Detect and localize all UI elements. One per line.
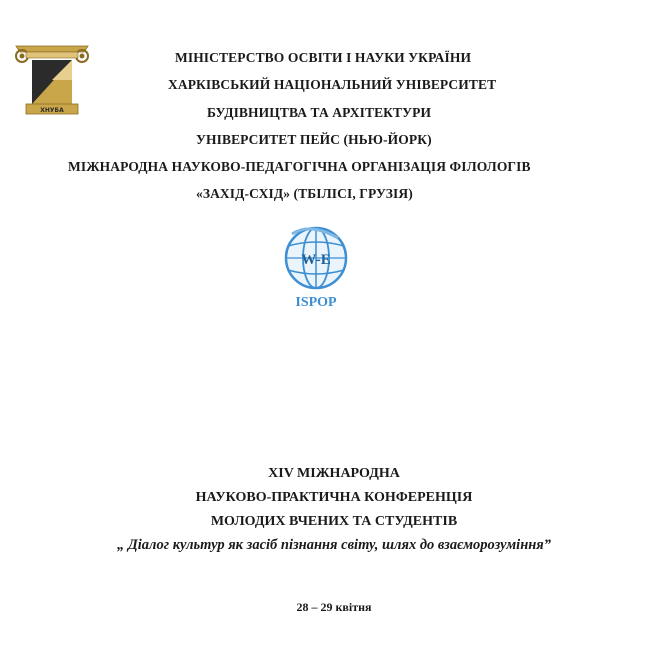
- conference-title-block: [0, 462, 668, 556]
- university-logo: [12, 40, 92, 118]
- header-line-organization-cont: «ЗАХІД-СХІД» (ТБІЛІСІ, ГРУЗІЯ): [196, 186, 413, 201]
- conference-audience: МОЛОДИХ ВЧЕНИХ ТА СТУДЕНТІВ: [210, 514, 458, 529]
- conference-type: НАУКОВО-ПРАКТИЧНА КОНФЕРЕНЦІЯ: [195, 490, 473, 505]
- header-line-organization: МІЖНАРОДНА НАУКОВО-ПЕДАГОГІЧНА ОРГАНІЗАЦІЯ ФІЛОЛОГІВ: [68, 159, 531, 174]
- organization-logo: [280, 224, 352, 312]
- header-line-pace: УНІВЕРСИТЕТ ПЕЙС (НЬЮ-ЙОРК): [196, 132, 432, 147]
- organization-logo-caption: ISPOP: [295, 295, 337, 310]
- conference-dates: 28 – 29 квітня: [296, 600, 372, 614]
- header-line-university: ХАРКІВСЬКИЙ НАЦІОНАЛЬНИЙ УНІВЕРСИТЕТ: [168, 77, 497, 92]
- header-line-university-cont: БУДІВНИЦТВА ТА АРХІТЕКТУРИ: [207, 105, 432, 120]
- column-capital-icon: [16, 46, 88, 114]
- header-line-ministry: МІНІСТЕРСТВО ОСВІТИ І НАУКИ УКРАЇНИ: [175, 50, 472, 65]
- university-logo-text: ХНУБА: [40, 107, 64, 114]
- conference-subtitle: „ Діалог культур як засіб пізнання світу, шлях до взаєморозуміння”: [116, 537, 552, 553]
- conference-number: XIV МІЖНАРОДНА: [268, 466, 400, 481]
- organization-logo-emblem: W-E: [301, 252, 331, 268]
